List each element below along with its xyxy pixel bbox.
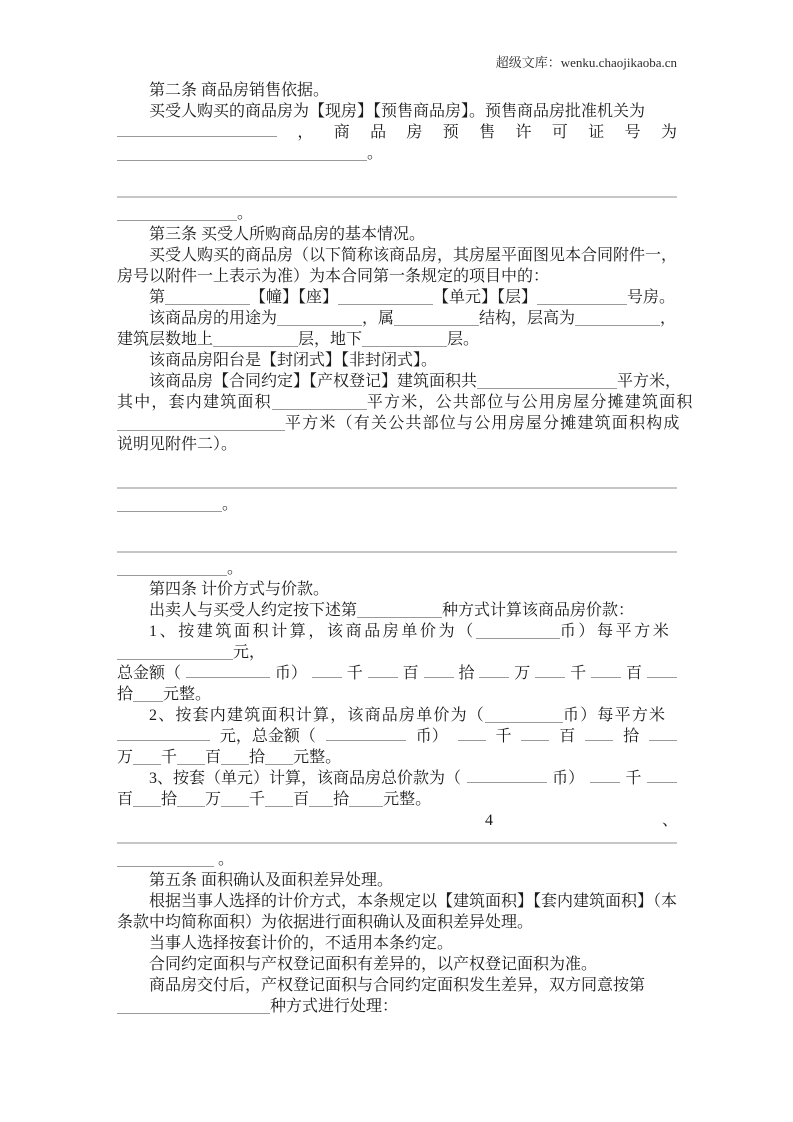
text-run: 【单元】【层】 bbox=[433, 289, 538, 306]
blank-field bbox=[265, 752, 293, 765]
blank-field bbox=[479, 664, 509, 678]
blank-field bbox=[272, 397, 367, 410]
text-run: 拾 bbox=[161, 791, 178, 808]
text-run: 百 bbox=[559, 728, 576, 745]
document-line bbox=[117, 101, 677, 122]
document-line bbox=[117, 203, 677, 224]
text-run: 2、按套内建筑面积计算，该商品房单价为（ bbox=[149, 707, 486, 724]
text-run: 售 bbox=[479, 124, 496, 141]
text-run: 种方式计算该商品房价款： bbox=[442, 602, 635, 619]
page-number: 4 bbox=[485, 812, 493, 829]
blank-field bbox=[117, 418, 285, 431]
blank-field bbox=[326, 727, 406, 741]
text-run: 第 bbox=[149, 289, 166, 306]
document-body bbox=[117, 80, 694, 1017]
blank-field bbox=[458, 727, 486, 741]
document-line bbox=[117, 579, 677, 600]
blank-field bbox=[177, 752, 205, 765]
text-run: 层，地下 bbox=[298, 331, 363, 348]
text-run: ， bbox=[660, 310, 677, 327]
text-run: 号房。 bbox=[627, 289, 676, 306]
text-run: 拾 bbox=[249, 749, 266, 766]
document-line bbox=[117, 392, 694, 413]
blank-field bbox=[338, 292, 433, 305]
blank-field bbox=[177, 794, 205, 807]
text-run: 房 bbox=[406, 124, 423, 141]
text-run: 第五条 面积确认及面积差异处理。 bbox=[149, 872, 394, 889]
text-run: 房号以附件一上表示为准）为本合同第一条规定的项目中的： bbox=[117, 268, 550, 285]
separator-line bbox=[117, 842, 677, 844]
blank-field bbox=[649, 727, 677, 741]
document-line bbox=[117, 600, 677, 621]
text-run: 百 bbox=[402, 665, 419, 682]
separator-line bbox=[117, 196, 677, 198]
blank-field bbox=[368, 664, 398, 678]
text-run: 该商品房阳台是【封闭式】【非封闭式】。 bbox=[149, 352, 438, 369]
text-run: 币） bbox=[415, 728, 448, 745]
text-run: 币）每平方米 bbox=[563, 707, 667, 724]
document-line bbox=[117, 684, 677, 705]
text-run: 拾 bbox=[333, 791, 350, 808]
blank-field bbox=[521, 727, 549, 741]
text-run: 根据当事人选择的计价方式，本条规定以【建筑面积】【套内建筑面积】（本 bbox=[149, 893, 678, 910]
text-run: 百 bbox=[117, 791, 134, 808]
document-line bbox=[117, 434, 677, 455]
blank-field bbox=[117, 563, 227, 576]
document-line bbox=[117, 891, 677, 912]
document-line bbox=[117, 912, 677, 933]
blank-field bbox=[186, 664, 270, 678]
text-run: 。 bbox=[214, 851, 235, 868]
blank-field bbox=[591, 664, 621, 678]
text-run: 。 bbox=[237, 205, 254, 222]
text-run: 3、按套（单元）计算，该商品房总价款为（ bbox=[149, 770, 462, 787]
text-run: ，属 bbox=[362, 310, 395, 327]
document-line bbox=[117, 287, 677, 308]
text-run: 层。 bbox=[447, 331, 480, 348]
document-line bbox=[117, 870, 677, 891]
document-line bbox=[117, 143, 677, 164]
blank-field bbox=[133, 752, 161, 765]
text-run: 千 bbox=[249, 791, 266, 808]
text-run: 元整。 bbox=[163, 686, 212, 703]
blank-field bbox=[309, 794, 333, 807]
document-line bbox=[117, 705, 677, 726]
text-run: 元， bbox=[233, 644, 266, 661]
document-line bbox=[117, 768, 677, 789]
document-line bbox=[117, 350, 677, 371]
blank-field bbox=[213, 334, 298, 347]
text-run: 拾 bbox=[458, 665, 475, 682]
document-line bbox=[117, 266, 677, 287]
document-line bbox=[117, 747, 677, 768]
text-run: 千 bbox=[161, 749, 178, 766]
text-run: 买受人购买的商品房（以下简称该商品房，其房屋平面图见本合同附件一， bbox=[149, 247, 678, 264]
blank-field bbox=[362, 334, 447, 347]
blank-field bbox=[117, 647, 233, 660]
document-line bbox=[117, 245, 677, 266]
text-run: 元，总金额（ bbox=[219, 728, 316, 745]
blank-field bbox=[312, 664, 342, 678]
text-run: 万 bbox=[117, 749, 134, 766]
text-run: 第二条 商品房销售依据。 bbox=[149, 82, 330, 99]
document-line bbox=[117, 849, 677, 870]
blank-field bbox=[575, 313, 660, 326]
document-line bbox=[117, 726, 677, 747]
blank-field bbox=[585, 727, 613, 741]
blank-field bbox=[165, 292, 250, 305]
text-run: 商品房交付后，产权登记面积与合同约定面积发生差异，双方同意按第 bbox=[149, 977, 646, 994]
text-run: 拾 bbox=[117, 686, 134, 703]
text-run: 元整。 bbox=[293, 749, 342, 766]
text-run: 条款中均简称面积）为依据进行面积确认及面积差异处理。 bbox=[117, 914, 534, 931]
document-line bbox=[117, 975, 677, 996]
document-line bbox=[117, 80, 677, 101]
text-run: 证 bbox=[588, 124, 605, 141]
separator-line bbox=[117, 551, 677, 553]
blank-field bbox=[117, 1001, 270, 1014]
text-run: 说明见附件二）。 bbox=[117, 436, 238, 453]
blank-field bbox=[485, 710, 563, 723]
text-run: 商 bbox=[333, 124, 350, 141]
blank-field bbox=[647, 769, 677, 783]
text-run: 千 bbox=[570, 665, 587, 682]
text-run: 千 bbox=[495, 728, 512, 745]
text-run: 结构，层高为 bbox=[479, 310, 576, 327]
text-run: 品 bbox=[370, 124, 387, 141]
document-line bbox=[117, 494, 677, 515]
blank-field bbox=[537, 292, 627, 305]
blank-field bbox=[476, 626, 560, 639]
text-run: 百 bbox=[205, 749, 222, 766]
document-line bbox=[117, 122, 677, 143]
document-line bbox=[117, 558, 677, 579]
document-line bbox=[117, 996, 677, 1017]
text-run: 万 bbox=[514, 665, 531, 682]
document-line bbox=[117, 621, 677, 642]
document-line bbox=[117, 371, 682, 392]
page-footer bbox=[117, 810, 677, 831]
text-run: 可 bbox=[551, 124, 568, 141]
text-run: 买受人购买的商品房为【现房】【预售商品房】。预售商品房批准机关为 bbox=[149, 103, 646, 120]
blank-field bbox=[394, 313, 479, 326]
blank-field bbox=[117, 854, 214, 867]
text-run: 币）每平方米 bbox=[559, 623, 672, 640]
text-run: 种方式进行处理： bbox=[270, 998, 399, 1015]
blank-field bbox=[133, 794, 161, 807]
text-run: 建筑层数地上 bbox=[117, 331, 214, 348]
text-run: 其中，套内建筑面积 bbox=[117, 394, 272, 411]
blank-field bbox=[424, 664, 454, 678]
text-run: 第四条 计价方式与价款。 bbox=[149, 581, 330, 598]
document-line bbox=[117, 933, 677, 954]
text-run: 总金额（ bbox=[117, 665, 182, 682]
document-line bbox=[117, 329, 677, 350]
text-run: 。 bbox=[222, 496, 239, 513]
text-run: 该商品房的用途为 bbox=[149, 310, 278, 327]
text-run: 百 bbox=[626, 665, 643, 682]
text-run: 预 bbox=[442, 124, 459, 141]
text-run: 该商品房【合同约定】【产权登记】建筑面积共 bbox=[149, 373, 478, 390]
blank-field bbox=[357, 605, 442, 618]
blank-field bbox=[117, 727, 210, 741]
text-run: 1、按建筑面积计算，该商品房单价为（ bbox=[149, 623, 476, 640]
blank-field bbox=[117, 499, 222, 512]
blank-field bbox=[535, 664, 565, 678]
text-run: 【幢】【座】 bbox=[250, 289, 339, 306]
document-line bbox=[117, 642, 677, 663]
text-run: 拾 bbox=[623, 728, 640, 745]
text-run: 号 bbox=[624, 124, 641, 141]
document-line bbox=[117, 413, 681, 434]
blank-field bbox=[117, 208, 237, 221]
text-run: ， bbox=[297, 124, 314, 141]
text-run: 合同约定面积与产权登记面积有差异的，以产权登记面积为准。 bbox=[149, 956, 598, 973]
watermark-text: 超级文库：wenku.chaojikaoba.cn bbox=[495, 55, 677, 70]
text-run: 币） bbox=[274, 665, 307, 682]
text-run: 百 bbox=[293, 791, 310, 808]
text-run: 。 bbox=[227, 560, 244, 577]
separator-line bbox=[117, 487, 677, 489]
blank-field bbox=[221, 794, 249, 807]
blank-field bbox=[467, 769, 547, 783]
text-run: 平方米，公共部位与公用房屋分摊建筑面积 bbox=[366, 394, 694, 411]
blank-field bbox=[590, 769, 620, 783]
text-run: 千 bbox=[625, 770, 642, 787]
blank-field bbox=[117, 123, 277, 137]
text-run: 出卖人与买受人约定按下述第 bbox=[149, 602, 358, 619]
text-run: 千 bbox=[346, 665, 363, 682]
text-run: 元整。 bbox=[383, 791, 432, 808]
document-line bbox=[117, 308, 677, 329]
text-run: 为 bbox=[660, 124, 677, 141]
text-run: 当事人选择按套计价的，不适用本条约定。 bbox=[149, 935, 454, 952]
text-run: 许 bbox=[515, 124, 532, 141]
text-run: 平方米， bbox=[617, 373, 682, 390]
document-line bbox=[117, 789, 677, 810]
text-run: 。 bbox=[367, 145, 384, 162]
document-line bbox=[117, 663, 677, 684]
document-line bbox=[117, 954, 677, 975]
text-run: 第三条 买受人所购商品房的基本情况。 bbox=[149, 226, 426, 243]
blank-field bbox=[477, 376, 617, 389]
document-line bbox=[117, 224, 677, 245]
blank-field bbox=[349, 794, 383, 807]
blank-field bbox=[133, 689, 163, 702]
blank-field bbox=[647, 664, 677, 678]
blank-field bbox=[221, 752, 249, 765]
blank-field bbox=[117, 148, 367, 161]
text-run: 币） bbox=[552, 770, 585, 787]
stray-punctuation: 、 bbox=[662, 812, 679, 829]
text-run: 平方米（有关公共部位与公用房屋分摊建筑面积构成 bbox=[285, 415, 681, 432]
blank-field bbox=[265, 794, 293, 807]
text-run: 万 bbox=[205, 791, 222, 808]
blank-field bbox=[277, 313, 362, 326]
